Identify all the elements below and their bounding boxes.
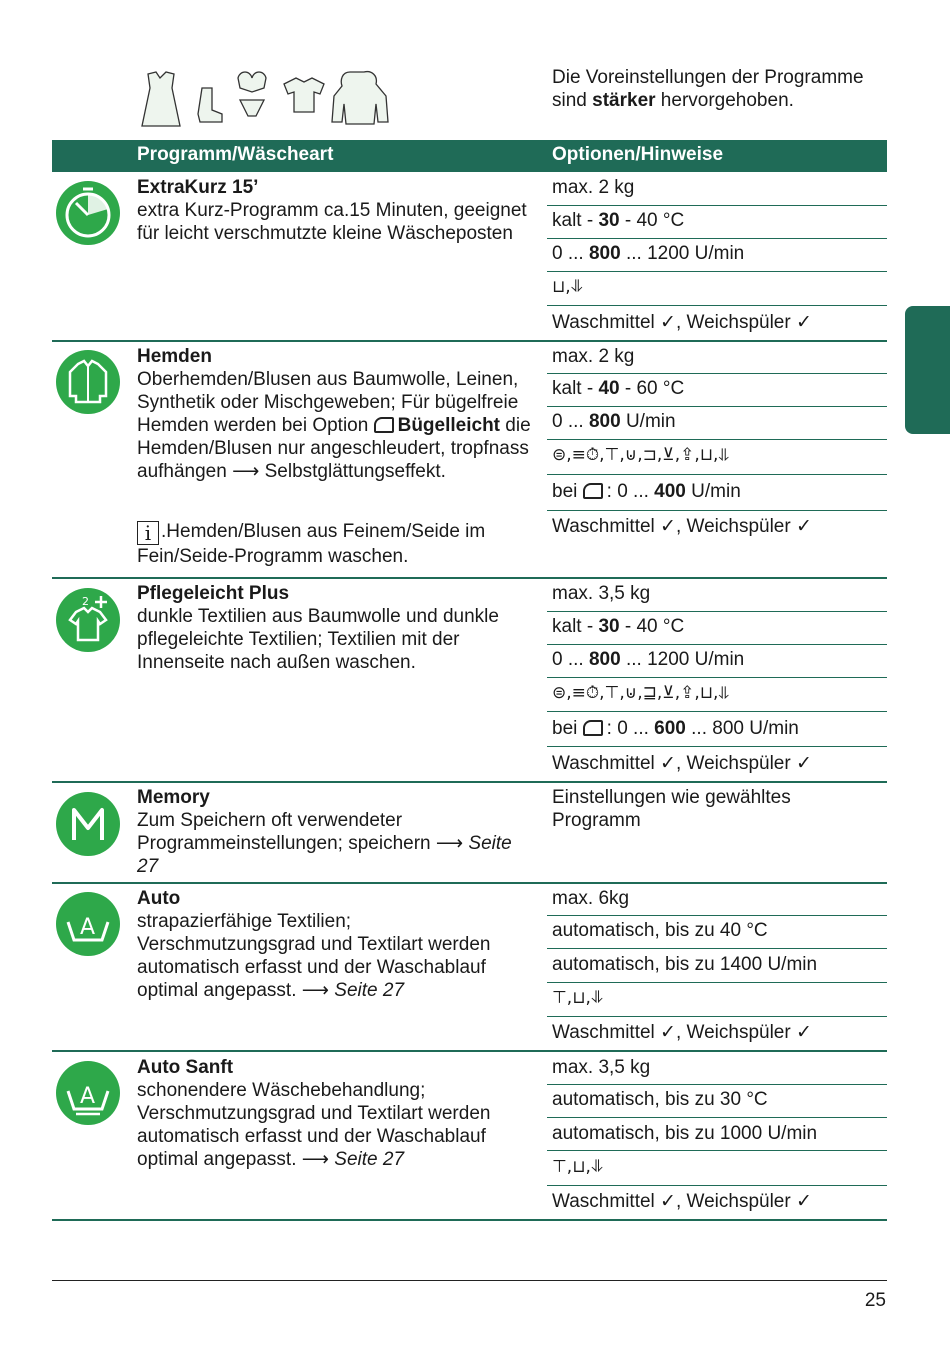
program-hemden-desc: Hemden Oberhemden/Blusen aus Baumwolle, Leinen, Synthetik oder Mischgeweben; Für bügelfreie Hemden werden bei Option Bügelleicht die Hemden/Blusen nur angeschleudert, tropfnass aufhängen ⟶ Selbstglättungseffekt.: [137, 346, 531, 482]
option-symbols: ⊔,⥥: [552, 277, 584, 297]
detergent-note: Waschmittel ✓, Weichspüler ✓: [552, 1022, 812, 1043]
page-reference: Seite 27: [137, 833, 512, 877]
info-icon: i: [137, 521, 159, 545]
settings-note: Einstellungen wie gewähltes Programm: [552, 787, 791, 831]
intro-note: Die Voreinstellungen der Programme sind stärker hervorgehoben.: [552, 67, 864, 111]
load-value: max. 6kg: [552, 888, 630, 909]
option-symbols: ⊤,⊔,⥥: [552, 988, 604, 1008]
iron-easy-icon: [583, 720, 603, 736]
header-options: Optionen/Hinweise: [552, 144, 724, 165]
table-header: [52, 140, 887, 172]
program-title: ExtraKurz 15’: [137, 177, 259, 198]
program-pflegeleicht-desc: Pflegeleicht Plus dunkle Textilien aus Baumwolle und dunkle pflegeleichte Textilien; Textilien mit der Innenseite nach außen waschen.: [137, 583, 499, 673]
spin-value: 0 ... 800 U/min: [552, 411, 676, 432]
detergent-note: Waschmittel ✓, Weichspüler ✓: [552, 516, 812, 537]
detergent-note: Waschmittel ✓, Weichspüler ✓: [552, 312, 812, 333]
page-reference: Seite 27: [334, 980, 405, 1001]
temp-value: kalt - 30 - 40 °C: [552, 210, 685, 231]
temp-value: automatisch, bis zu 30 °C: [552, 1089, 768, 1110]
shirt-plus-icon: [56, 588, 120, 652]
svg-text:2: 2: [82, 595, 89, 608]
laundry-items-illustration: [138, 70, 393, 130]
iron-spin-value: bei : 0 ... 600 ... 800 U/min: [552, 718, 799, 739]
iron-easy-icon: [583, 483, 603, 499]
temp-value: automatisch, bis zu 40 °C: [552, 920, 768, 941]
shirt-icon: [56, 350, 120, 414]
detergent-note: Waschmittel ✓, Weichspüler ✓: [552, 1191, 812, 1212]
program-auto-desc: Auto strapazierfähige Textilien; Verschmutzungsgrad und Textilart werden automatisch erfasst und der Waschablauf optimal angepasst. ⟶ Seite 27: [137, 888, 491, 1001]
load-value: max. 2 kg: [552, 177, 635, 198]
spin-value: 0 ... 800 ... 1200 U/min: [552, 243, 745, 264]
option-symbols: ⊜,≡⏱,⊤,⊍,⊒,⊻,⇪,⊔,⥥: [552, 683, 730, 703]
header-program: Programm/Wäscheart: [137, 144, 334, 165]
iron-spin-value: bei : 0 ... 400 U/min: [552, 481, 741, 502]
clock-15-icon: [56, 181, 120, 245]
load-value: max. 3,5 kg: [552, 583, 651, 604]
auto-gentle-basin-icon: [56, 1061, 120, 1125]
spin-value: 0 ... 800 ... 1200 U/min: [552, 649, 745, 670]
program-memory-desc: Memory Zum Speichern oft verwendeter Programmeinstellungen; speichern ⟶ Seite 27: [137, 787, 512, 877]
program-extrakurz-desc: ExtraKurz 15’ extra Kurz-Programm ca.15 Minuten, geeignet für leicht verschmutzte kleine Wäscheposten: [137, 176, 532, 245]
spin-value: automatisch, bis zu 1400 U/min: [552, 954, 818, 975]
footer-rule: [52, 1280, 887, 1281]
program-autosanft-desc: Auto Sanft schonendere Wäschebehandlung; Verschmutzungsgrad und Textilart werden automatisch erfasst und der Waschablauf optimal angepasst. ⟶ Seite 27: [137, 1057, 491, 1170]
iron-easy-icon: [374, 417, 394, 433]
temp-value: kalt - 40 - 60 °C: [552, 378, 685, 399]
page-number: 25: [864, 1290, 886, 1311]
auto-basin-icon: [56, 892, 120, 956]
option-symbols: ⊤,⊔,⥥: [552, 1157, 604, 1177]
svg-text:A: A: [80, 1084, 96, 1109]
load-value: max. 3,5 kg: [552, 1057, 651, 1078]
option-symbols: ⊜,≡⏱,⊤,⊍,⊐,⊻,⇪,⊔,⥥: [552, 445, 730, 465]
temp-value: kalt - 30 - 40 °C: [552, 616, 685, 637]
chapter-tab: [905, 306, 950, 434]
detergent-note: Waschmittel ✓, Weichspüler ✓: [552, 753, 812, 774]
memory-m-icon: [56, 792, 120, 856]
spin-value: automatisch, bis zu 1000 U/min: [552, 1123, 818, 1144]
svg-text:A: A: [80, 915, 96, 940]
page-reference: Seite 27: [334, 1149, 405, 1170]
hemden-info-note: i .Hemden/Blusen aus Feinem/Seide im Fein/Seide-Programm waschen.: [137, 521, 486, 567]
load-value: max. 2 kg: [552, 346, 635, 367]
